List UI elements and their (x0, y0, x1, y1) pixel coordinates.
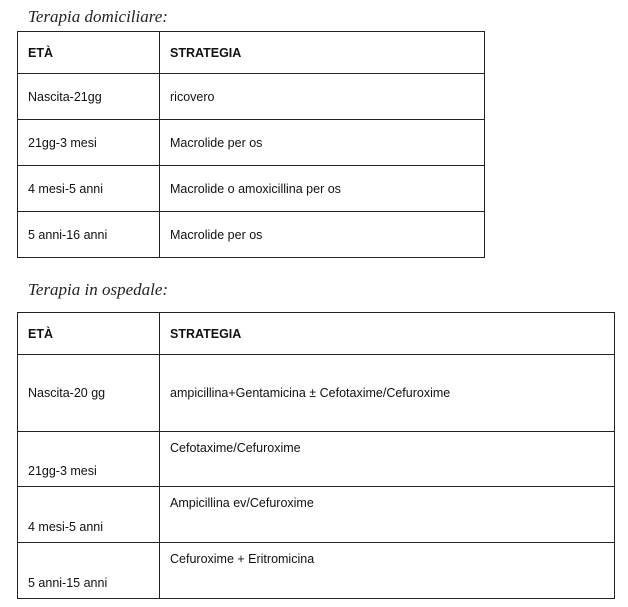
strategy-column-header: STRATEGIA (160, 32, 485, 74)
strategy-cell: Macrolide per os (160, 212, 485, 258)
strategy-cell: ampicillina+Gentamicina ± Cefotaxime/Cefuroxime (160, 355, 615, 432)
age-column-header: ETÀ (18, 32, 160, 74)
age-cell: 5 anni-16 anni (18, 212, 160, 258)
hospital-therapy-table (17, 312, 615, 599)
strategy-cell: Macrolide per os (160, 120, 485, 166)
table-header-row (18, 32, 485, 74)
table-header-row (18, 313, 615, 355)
age-cell: Nascita-20 gg (18, 355, 160, 432)
age-cell: 21gg-3 mesi (18, 120, 160, 166)
strategy-cell: Ampicillina ev/Cefuroxime (160, 487, 615, 543)
home-therapy-table (17, 31, 485, 258)
hospital-therapy-title: Terapia in ospedale: (28, 280, 169, 299)
home-therapy-title: Terapia domiciliare: (28, 7, 168, 26)
table-row (18, 432, 615, 487)
table-row (18, 120, 485, 166)
strategy-cell: ricovero (160, 74, 485, 120)
strategy-cell: Cefuroxime + Eritromicina (160, 543, 615, 599)
table-row (18, 74, 485, 120)
table-row (18, 212, 485, 258)
age-cell: Nascita-21gg (18, 74, 160, 120)
strategy-cell: Macrolide o amoxicillina per os (160, 166, 485, 212)
table-row (18, 166, 485, 212)
strategy-cell: Cefotaxime/Cefuroxime (160, 432, 615, 487)
age-cell: 4 mesi-5 anni (18, 487, 160, 543)
strategy-column-header: STRATEGIA (160, 313, 615, 355)
age-column-header: ETÀ (18, 313, 160, 355)
table-row (18, 487, 615, 543)
table-row (18, 543, 615, 599)
age-cell: 5 anni-15 anni (18, 543, 160, 599)
table-row (18, 355, 615, 432)
age-cell: 4 mesi-5 anni (18, 166, 160, 212)
age-cell: 21gg-3 mesi (18, 432, 160, 487)
